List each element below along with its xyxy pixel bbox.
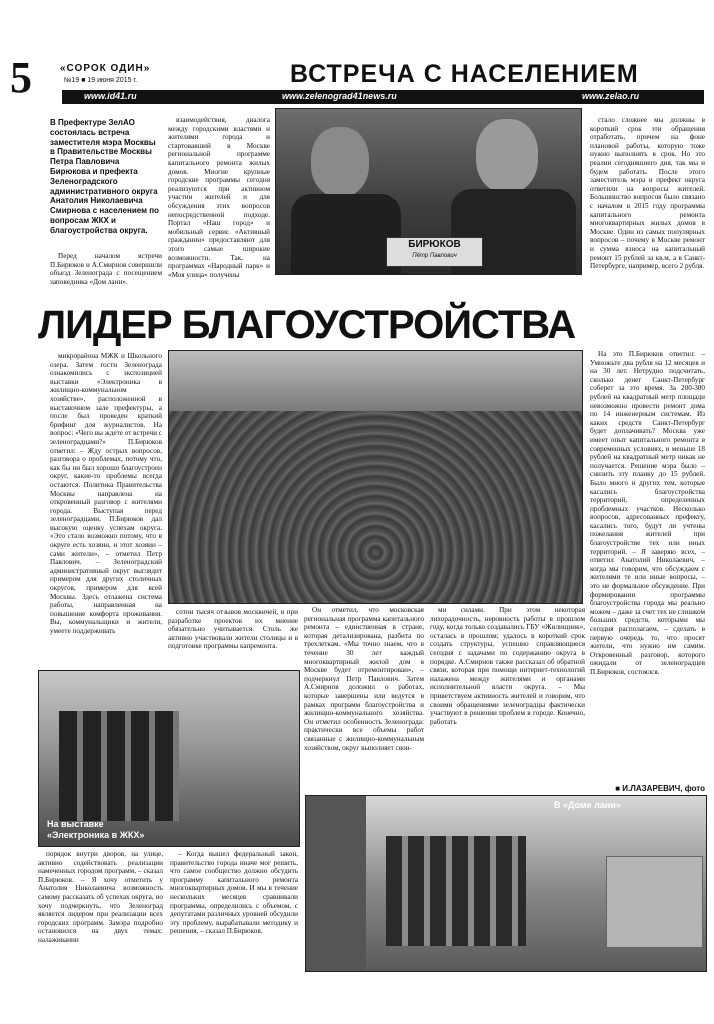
page-number: 5 [10, 53, 32, 102]
expo-photo [38, 670, 300, 847]
park-photo [305, 795, 707, 972]
nameplate-sub: Пётр Павлович [412, 253, 457, 259]
article-text: Он отметил, что московская региональная программа капитального ремонта – единственная в стране, которая детализирована, разбита по трехлеткам. «Мы точно знаем, что в течение 30 лет каждый многоквартирный жилой дом в Москве будет отремонтирован», – подчеркнул Петр Павлович. Затем А.Смирнов доложил о работах, которые завершены или ведутся в рамках программ благоустройства и жилищно-коммунального хозяйства. Он отметил особенность Зеленограда: практически все объемы работ связанные с жилищно-коммунальным хозяйством, округ выполняет свои- [304, 606, 424, 752]
article-text: взаимодействия, диалога между городскими властями и жителями города и стартовавший в Москве региональной программе капитального ремонта жилых домов. Многие крупные городские программы сегодня реализуются при активном участии жителей и для обсуждения этих вопросов непосредственной подходе. Портал «Наш город» и мобильный сервис «Активный гражданин» предоставляют для этого самые широкие возможности. Так, на программах «Народный парк» и «Моя улица» получены [168, 116, 270, 279]
people-group [386, 836, 526, 946]
url-link[interactable]: www.id41.ru [84, 91, 137, 101]
newspaper-name: «СОРОК ОДИН» [60, 63, 151, 74]
lead-paragraph: В Префектуре ЗелАО состоялась встреча заместителя мэра Москвы в Правительстве Москвы Петра Павловича Бирюкова и префекта Зеленоградского административного округа Анатолия Николаевича Смирнова с населением по вопросам ЖКХ и благоустройства округа. [50, 118, 159, 235]
person-figure [311, 127, 369, 197]
article-text: ми силами. При этом некоторая лихорадочность, неровность работы в прошлом году, когда только создавались ГБУ «Жилищник», осталась в прошлом; удалось в короткий срок создать структуры, успешно справляющиеся сегодня с задачами по содержанию округа в порядке. А.Смирнов также рассказал об обратной связи, которая при помощи интернет-технологий налажена между жителями и органами исполнительной власти округа. – Мы приветствуем активность жителей и говорим, что своими обращениями зеленоградцы фактически участвуют в решении проблем в городе. Конечно, работать [430, 606, 585, 726]
article-text: – Когда вышел федеральный закон, правительство города иначе мог решить, что самое сообщество должно обсудить программу капитального ремонта многоквартирных домов. И мы в течение нескольких месяцев сравнивали программы, определились с объемом, с депутатами различных уровней обсудили эту проблему, вырабатывали методику и решения, – сказал П.Бирюков. [170, 850, 298, 936]
enclosure [606, 856, 703, 948]
nameplate [386, 237, 483, 267]
people-group [59, 711, 179, 821]
park-caption: В «Доме лани» [554, 800, 621, 810]
officials-photo [275, 108, 582, 275]
url-link[interactable]: www.zelenograd41news.ru [282, 91, 397, 101]
section-title: ВСТРЕЧА С НАСЕЛЕНИЕМ [290, 60, 639, 88]
issue-info: №19 ■ 19 июня 2015 г. [64, 77, 138, 84]
person-figure [476, 119, 538, 193]
nameplate-name: БИРЮКОВ [408, 239, 461, 250]
article-text: микрорайона МЖК и Школьного озера. Затем гости Зеленограда ознакомились с экспозицией выставки «Электроника в жилищно-коммунальном хозяйстве», расположенной в выставочном зале префектуры, а после был проведен краткий брифинг для журналистов. На вопрос: «Чего вы ждете от встречи с зеленоградцами?» П.Бирюков ответил: – Жду острых вопросов, разговора о проблемах, потому что, как бы ни был хорошо благоустроен округ, какие-то проблемы всегда остаются. Политика Правительства Москвы направлена на откровенный разговор с жителями города. Выступая перед зеленоградцами, П.Бирюков дал высокую оценку успехам округа. «Это стало возможно потому, что в округе есть хозяин, и этот хозяин – сами жители», – отметил Петр Павлович. – Зеленоградский административный округ выглядит примером для других столичных округов, примером для всей Москвы. Здесь отлажена система работы, направленная на повышение комфорта проживания. Вы, коммунальщики и жители, умеете поддерживать [50, 352, 162, 635]
trees [306, 796, 366, 971]
article-text: сотни тысяч отзывов москвичей, и при разработке проектов их мнение обязательно учитывается. Столь же активно участвовали жители столицы и в подготовке программы капремонта. [168, 608, 298, 651]
article-text: Перед началом встречи П.Бирюков и А.Смирнов совершили объезд Зеленограда с посещением заповедника «Дом лани». [50, 252, 162, 286]
url-link[interactable]: www.zelao.ru [582, 91, 640, 101]
article-text: порядок внутри дворов, на улице, активно содействовать реализации намеченных городом программ, – сказал П.Бирюков. – Я хочу отметить у Анатолия Николаевича возможность самому рассказать об успехах округа, но хочу подчеркнуть, что Зеленоград является лидером при реализации всех городских программ. Замэра подробно остановился на двух темах: налаживании [38, 850, 163, 944]
hall-ceiling [169, 351, 582, 411]
audience-photo [168, 350, 583, 604]
byline: ■ И.ЛАЗАРЕВИЧ, фото [615, 784, 705, 793]
article-text: На это П.Бирюков ответил: – Умножьте два рубля на 12 месяцев и на 30 лет. Нетрудно подсчитать, сколько денег Санкт-Петербург соберет за это время. За 200-300 рублей на квадратный метр площади невозможно провести ремонт дома по 14 инженерным системам. Из каких средств Санкт-Петербург будет доплачивать? Москва уже имеет опыт капитального ремонта в современных условиях, и меньше 18 рублей на квадратный метр никак не получается. Решение мэра было – снизить эту планку до 15 рублей. Было много и других тем, которые касались благоустройства территорий, определенных проблемных участков. Несколько вопросов, адресованных префекту, касались того, будут ли учтены пожелания жителей при благоустройстве тех или иных территорий. – Я заверяю всех, – ответил Анатолий Николаевич, – когда мы говорим, что обсуждаем с жителями те или иные вопросы, – это не формальное обсуждение. При формировании программы благоустройства города мы реально можем – даже за счет тех не слишком больших средств, которыми мы сегодня располагаем, – сделать в первую очередь то, что просят жители, что нужно им самим. Откровенный разговор, которого ожидали от зеленоградцев П.Бирюков, состоялся. [590, 350, 705, 676]
person-figure [291, 194, 401, 274]
expo-caption: На выставке «Электроника в ЖКХ» [47, 819, 145, 840]
headline: ЛИДЕР БЛАГОУСТРОЙСТВА [38, 303, 576, 347]
url-bar [62, 90, 704, 104]
article-text: стало сложнее мы должны в короткий срок эти обращения отработать, причем на фоне плановой работы, которую тоже нужно выполнять в срок. Но это реалии сегодняшнего дня, так мы и будем работать. После этого заместитель мэра и префект округа ответили на вопросы жителей. Большинство вопросов было связано с началом в 2015 году программы капитального ремонта многоквартирных жилых домов в Москве. Один из самых популярных вопросов – почему в Москве ремонт и сумма взноса на капитальный ремонт 15 рублей за кв.м, а в Санкт-Петербурге, например, всего 2 рубля. [590, 116, 705, 271]
